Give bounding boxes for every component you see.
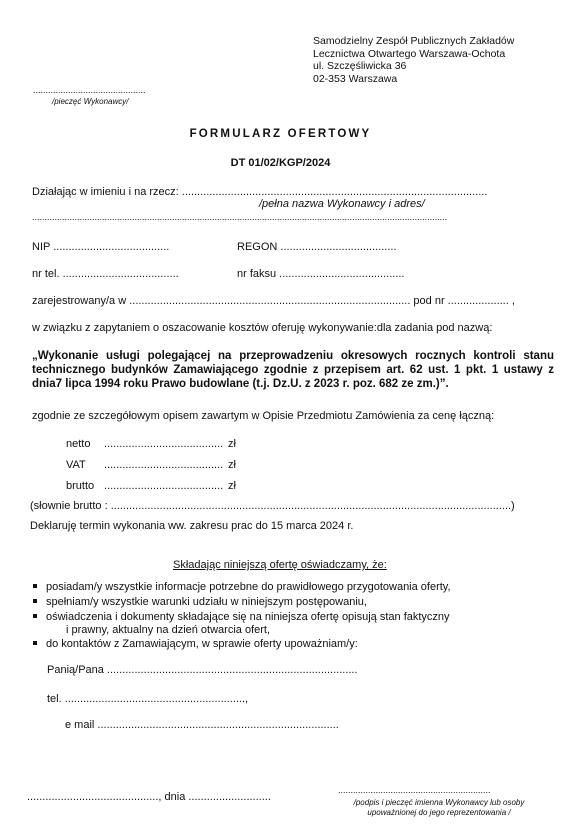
place-date-field: ..........................................., dnia ........................... [27,791,271,803]
stamp-dots: ............................................. [33,85,146,95]
deadline-text: Deklaruję termin wykonania ww. zakresu prac do 15 marca 2024 r. [30,520,354,532]
brutto-in-words: (słownie brutto : ...................................................................................................................................) [30,500,515,512]
declaration-item: posiadam/y wszystkie informacje potrzebne do prawidłowego przygotowania oferty, [33,581,451,593]
acting-on-behalf-line: Działając w imieniu i na rzecz: .................................................................................................... [32,186,488,198]
netto-label: netto [66,438,91,450]
page-title: FORMULARZ OFERTOWY [189,128,372,140]
recipient-address [313,35,514,85]
per-description-text: zgodnie ze szczegółowym opisem zawartym w Opisie Przedmiotu Zamówienia za cenę łączną: [32,410,495,422]
contact-person-field: Panią/Pana .................................................................................. [47,664,358,676]
vat-currency: zł [228,459,236,471]
acting-dots-line: ...................................................................................................................................................................... [32,212,448,222]
vat-label: VAT [66,459,86,471]
declaration-header: Składając niniejszą ofertę oświadczamy, że: [173,559,387,571]
contact-email-field: e mail ............................................................................... [65,719,339,731]
reference-number: DT 01/02/KGP/2024 [230,157,331,169]
bullet-icon [33,584,37,588]
recipient-line: Lecznictwa Otwartego Warszawa-Ochota [313,47,506,60]
fax-field: nr faksu ......................................... [237,268,405,280]
bullet-icon [33,641,37,645]
contact-tel-field: tel. ..........................................................., [47,693,249,705]
inquiry-text: w związku z zapytaniem o oszacowanie kosztów oferuję wykonywanie:dla zadania pod nazwą: [32,322,493,334]
nip-field: NIP ...................................... [32,241,170,253]
regon-field: REGON ...................................... [237,241,397,253]
brutto-dots: ....................................... [104,480,224,492]
declaration-item: oświadczenia i dokumenty składające się na niniejsza ofertę opisują stan faktyczny [33,611,450,623]
stamp-caption: /pieczęć Wykonawcy/ [52,97,129,106]
vat-dots: ....................................... [104,459,224,471]
task-name: „Wykonanie usługi polegającej na przeprowadzeniu okresowych rocznych kontroli stanu technicznego budynków Zamawiającego zgodnie z przepisem art. 62 ust. 1 pkt. 1 ustawy z dnia7 lipca 1994 roku Prawo budowlane (t.j. Dz.U. z 2023 r. poz. 682 ze zm.)”. [32,350,554,390]
bullet-icon [33,614,37,618]
recipient-line: ul. Szczęśliwicka 36 [313,60,407,72]
netto-currency: zł [228,438,236,450]
declaration-item-continuation: i prawny, aktualny na dzień otwarcia ofert, [66,624,271,636]
brutto-label: brutto [66,480,95,492]
signature-dots: ............................................................. [338,785,491,795]
tel-field: nr tel. ...................................... [32,268,179,280]
signature-caption: /podpis i pieczęć imienna Wykonawcy lub osoby upoważnionej do jego reprezentowania / [353,798,525,817]
recipient-line: Samodzielny Zespół Publicznych Zakładów [313,35,515,47]
declaration-item: do kontaktów z Zamawiającym, w sprawie oferty upoważniam/y: [33,638,358,650]
brutto-currency: zł [228,480,236,492]
bullet-icon [33,599,37,603]
registered-field: zarejestrowany/a w ............................................................................................ pod nr .................... , [32,295,515,307]
declaration-item: spełniam/y wszystkie warunki udziału w niniejszym postępowaniu, [33,596,367,608]
recipient-line: 02-353 Warszawa [313,72,398,85]
acting-caption: /pełna nazwa Wykonawcy i adres/ [259,198,425,210]
netto-dots: ....................................... [104,438,224,450]
